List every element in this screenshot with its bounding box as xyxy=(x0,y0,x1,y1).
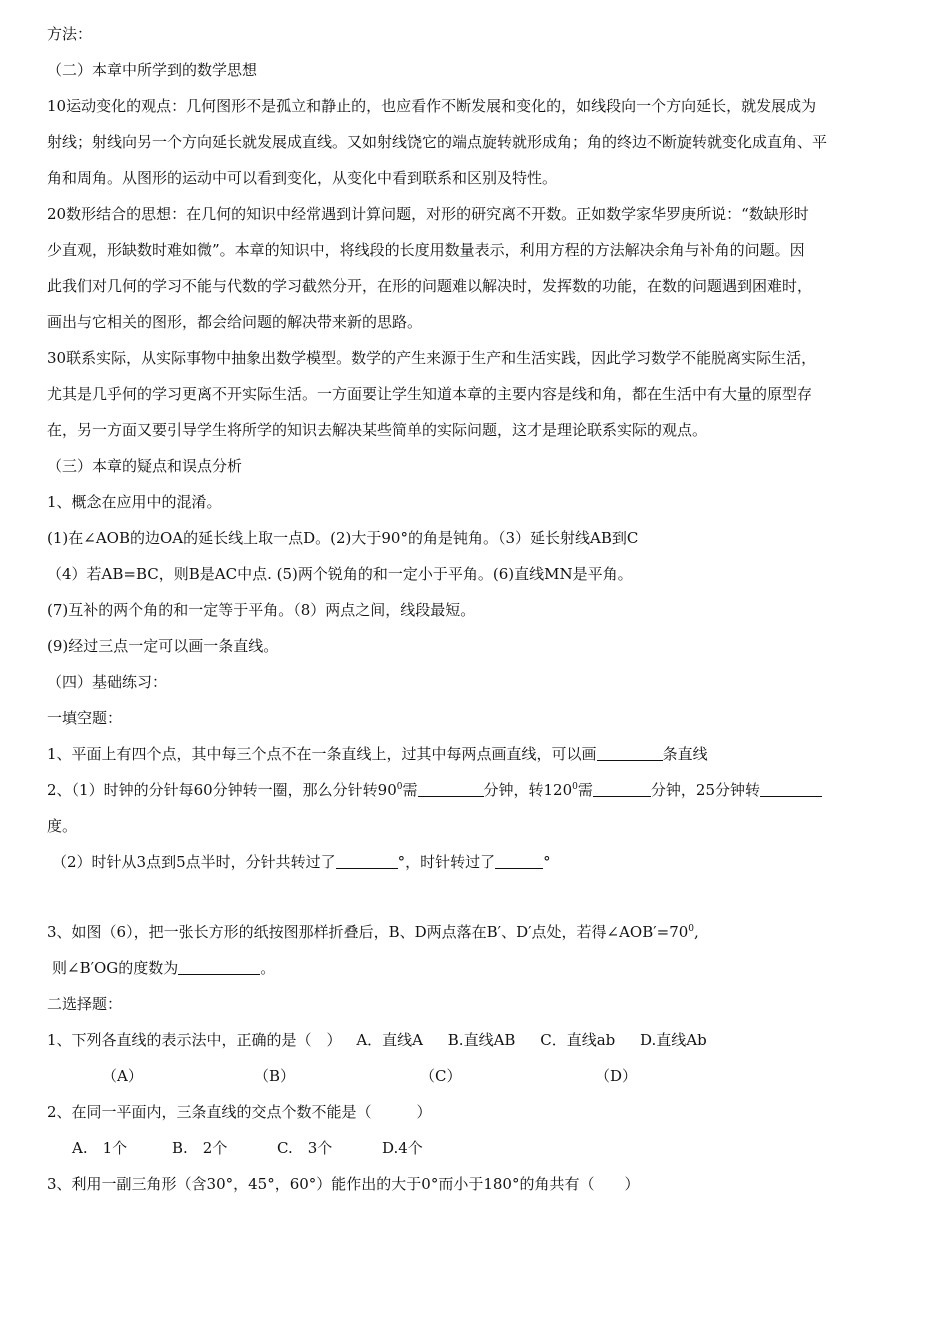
answer-blank[interactable] xyxy=(336,853,398,869)
fill-question-1: 1、平面上有四个点，其中每三个点不在一条直线上，过其中每两点画直线，可以画 条直线 xyxy=(47,745,708,763)
paragraph-line: 20数形结合的思想：在几何的知识中经常遇到计算问题，对形的研究离不开数。正如数学家华罗庚所说：“数缺形时 xyxy=(47,205,809,223)
statement-line: (9)经过三点一定可以画一条直线。 xyxy=(47,637,279,655)
paragraph-line: 画出与它相关的图形，都会给问题的解决带来新的思路。 xyxy=(47,313,423,331)
choice-question-1: 1、下列各直线的表示法中，正确的是（ ） A．直线A B.直线AB C．直线ab D.直线Ab xyxy=(47,1031,707,1049)
concept-confusion-heading: 1、概念在应用中的混淆。 xyxy=(47,493,222,511)
answer-blank[interactable] xyxy=(418,781,484,797)
paragraph-line: 少直观，形缺数时难如微”。本章的知识中，将线段的长度用数量表示，利用方程的方法解决余角与补角的问题。因 xyxy=(47,241,805,259)
answer-blank[interactable] xyxy=(178,959,260,975)
statement-line: (7)互补的两个角的和一定等于平角。（8）两点之间，线段最短。 xyxy=(47,601,476,619)
statement-line: (1)在∠AOB的边OA的延长线上取一点D。(2)大于90°的角是钝角。（3）延长射线AB到C xyxy=(47,529,639,547)
paragraph-line: 此我们对几何的学习不能与代数的学习截然分开，在形的问题难以解决时，发挥数的功能，在数的问题遇到困难时， xyxy=(47,277,813,295)
fill-question-3: 3、如图（6），把一张长方形的纸按图那样折叠后，B、D两点落在B′、D′点处，若得$\angle AOB'=70^0$, xyxy=(47,923,699,941)
choice-2-option-a[interactable]: A. 1个 xyxy=(72,1139,128,1157)
option-b[interactable]: B.直线AB xyxy=(447,1031,516,1049)
statement-line: （4）若AB=BC，则B是AC中点. (5)两个锐角的和一定小于平角。(6)直线MN是平角。 xyxy=(47,565,633,583)
fill-blank-heading: 一填空题： xyxy=(47,709,123,727)
answer-blank[interactable] xyxy=(495,853,543,869)
choice-2-option-c[interactable]: C. 3个 xyxy=(277,1139,333,1157)
answer-blank[interactable] xyxy=(593,781,651,797)
choice-2-option-b[interactable]: B. 2个 xyxy=(172,1139,228,1157)
paragraph-line: 在，另一方面又要引导学生将所学的知识去解决某些简单的实际问题，这才是理论联系实际的观点。 xyxy=(47,421,708,439)
section-three-heading: （三）本章的疑点和误点分析 xyxy=(47,457,243,475)
option-label-d: （D） xyxy=(595,1067,638,1085)
choice-2-option-d[interactable]: D.4个 xyxy=(382,1139,423,1157)
paragraph-line: 30联系实际，从实际事物中抽象出数学模型。数学的产生来源于生产和生活实践，因此学习数学不能脱离实际生活， xyxy=(47,349,817,367)
option-d[interactable]: D.直线Ab xyxy=(640,1031,707,1049)
paragraph-line: 10运动变化的观点：几何图形不是孤立和静止的，也应看作不断发展和变化的，如线段向一个方向延长，就发展成为 xyxy=(47,97,817,115)
method-heading: 方法： xyxy=(47,25,93,43)
answer-blank[interactable] xyxy=(597,745,663,761)
section-four-heading: （四）基础练习： xyxy=(47,673,168,691)
option-label-b: （B） xyxy=(254,1067,296,1085)
choice-question-2: 2、在同一平面内，三条直线的交点个数不能是（ ） xyxy=(47,1103,432,1121)
section-two-heading: （二）本章中所学到的数学思想 xyxy=(47,61,258,79)
choice-heading: 二选择题： xyxy=(47,995,123,1013)
option-label-c: （C） xyxy=(420,1067,462,1085)
option-label-a: （A） xyxy=(102,1067,143,1085)
paragraph-line: 角和周角。从图形的运动中可以看到变化，从变化中看到联系和区别及特性。 xyxy=(47,169,558,187)
option-c[interactable]: C．直线ab xyxy=(540,1031,616,1049)
choice-question-3: 3、利用一副三角形（含30°，45°，60°）能作出的大于0°而小于180°的角共有（ ） xyxy=(47,1175,640,1193)
fill-question-2: 2、（1）时钟的分针每60分钟转一圈，那么分针转$90^0$需 分钟，转$120^0$需 分钟，25分钟转 xyxy=(47,780,822,800)
fill-question-3-cont: 则∠B′OG的度数为 。 xyxy=(52,959,276,977)
answer-blank[interactable] xyxy=(760,781,822,797)
paragraph-line: 射线；射线向另一个方向延长就发展成直线。又如射线饶它的端点旋转就形成角；角的终边不断旋转就变化成直角、平 xyxy=(47,133,828,151)
fill-question-2-part-2: （2）时针从3点到5点半时，分针共转过了 °，时针转过了 ° xyxy=(52,853,551,871)
option-a[interactable]: A．直线A xyxy=(356,1031,423,1049)
fill-question-2-cont: 度。 xyxy=(47,817,78,835)
paragraph-line: 尤其是几乎何的学习更离不开实际生活。一方面要让学生知道本章的主要内容是线和角，都在生活中有大量的原型存 xyxy=(47,385,813,403)
